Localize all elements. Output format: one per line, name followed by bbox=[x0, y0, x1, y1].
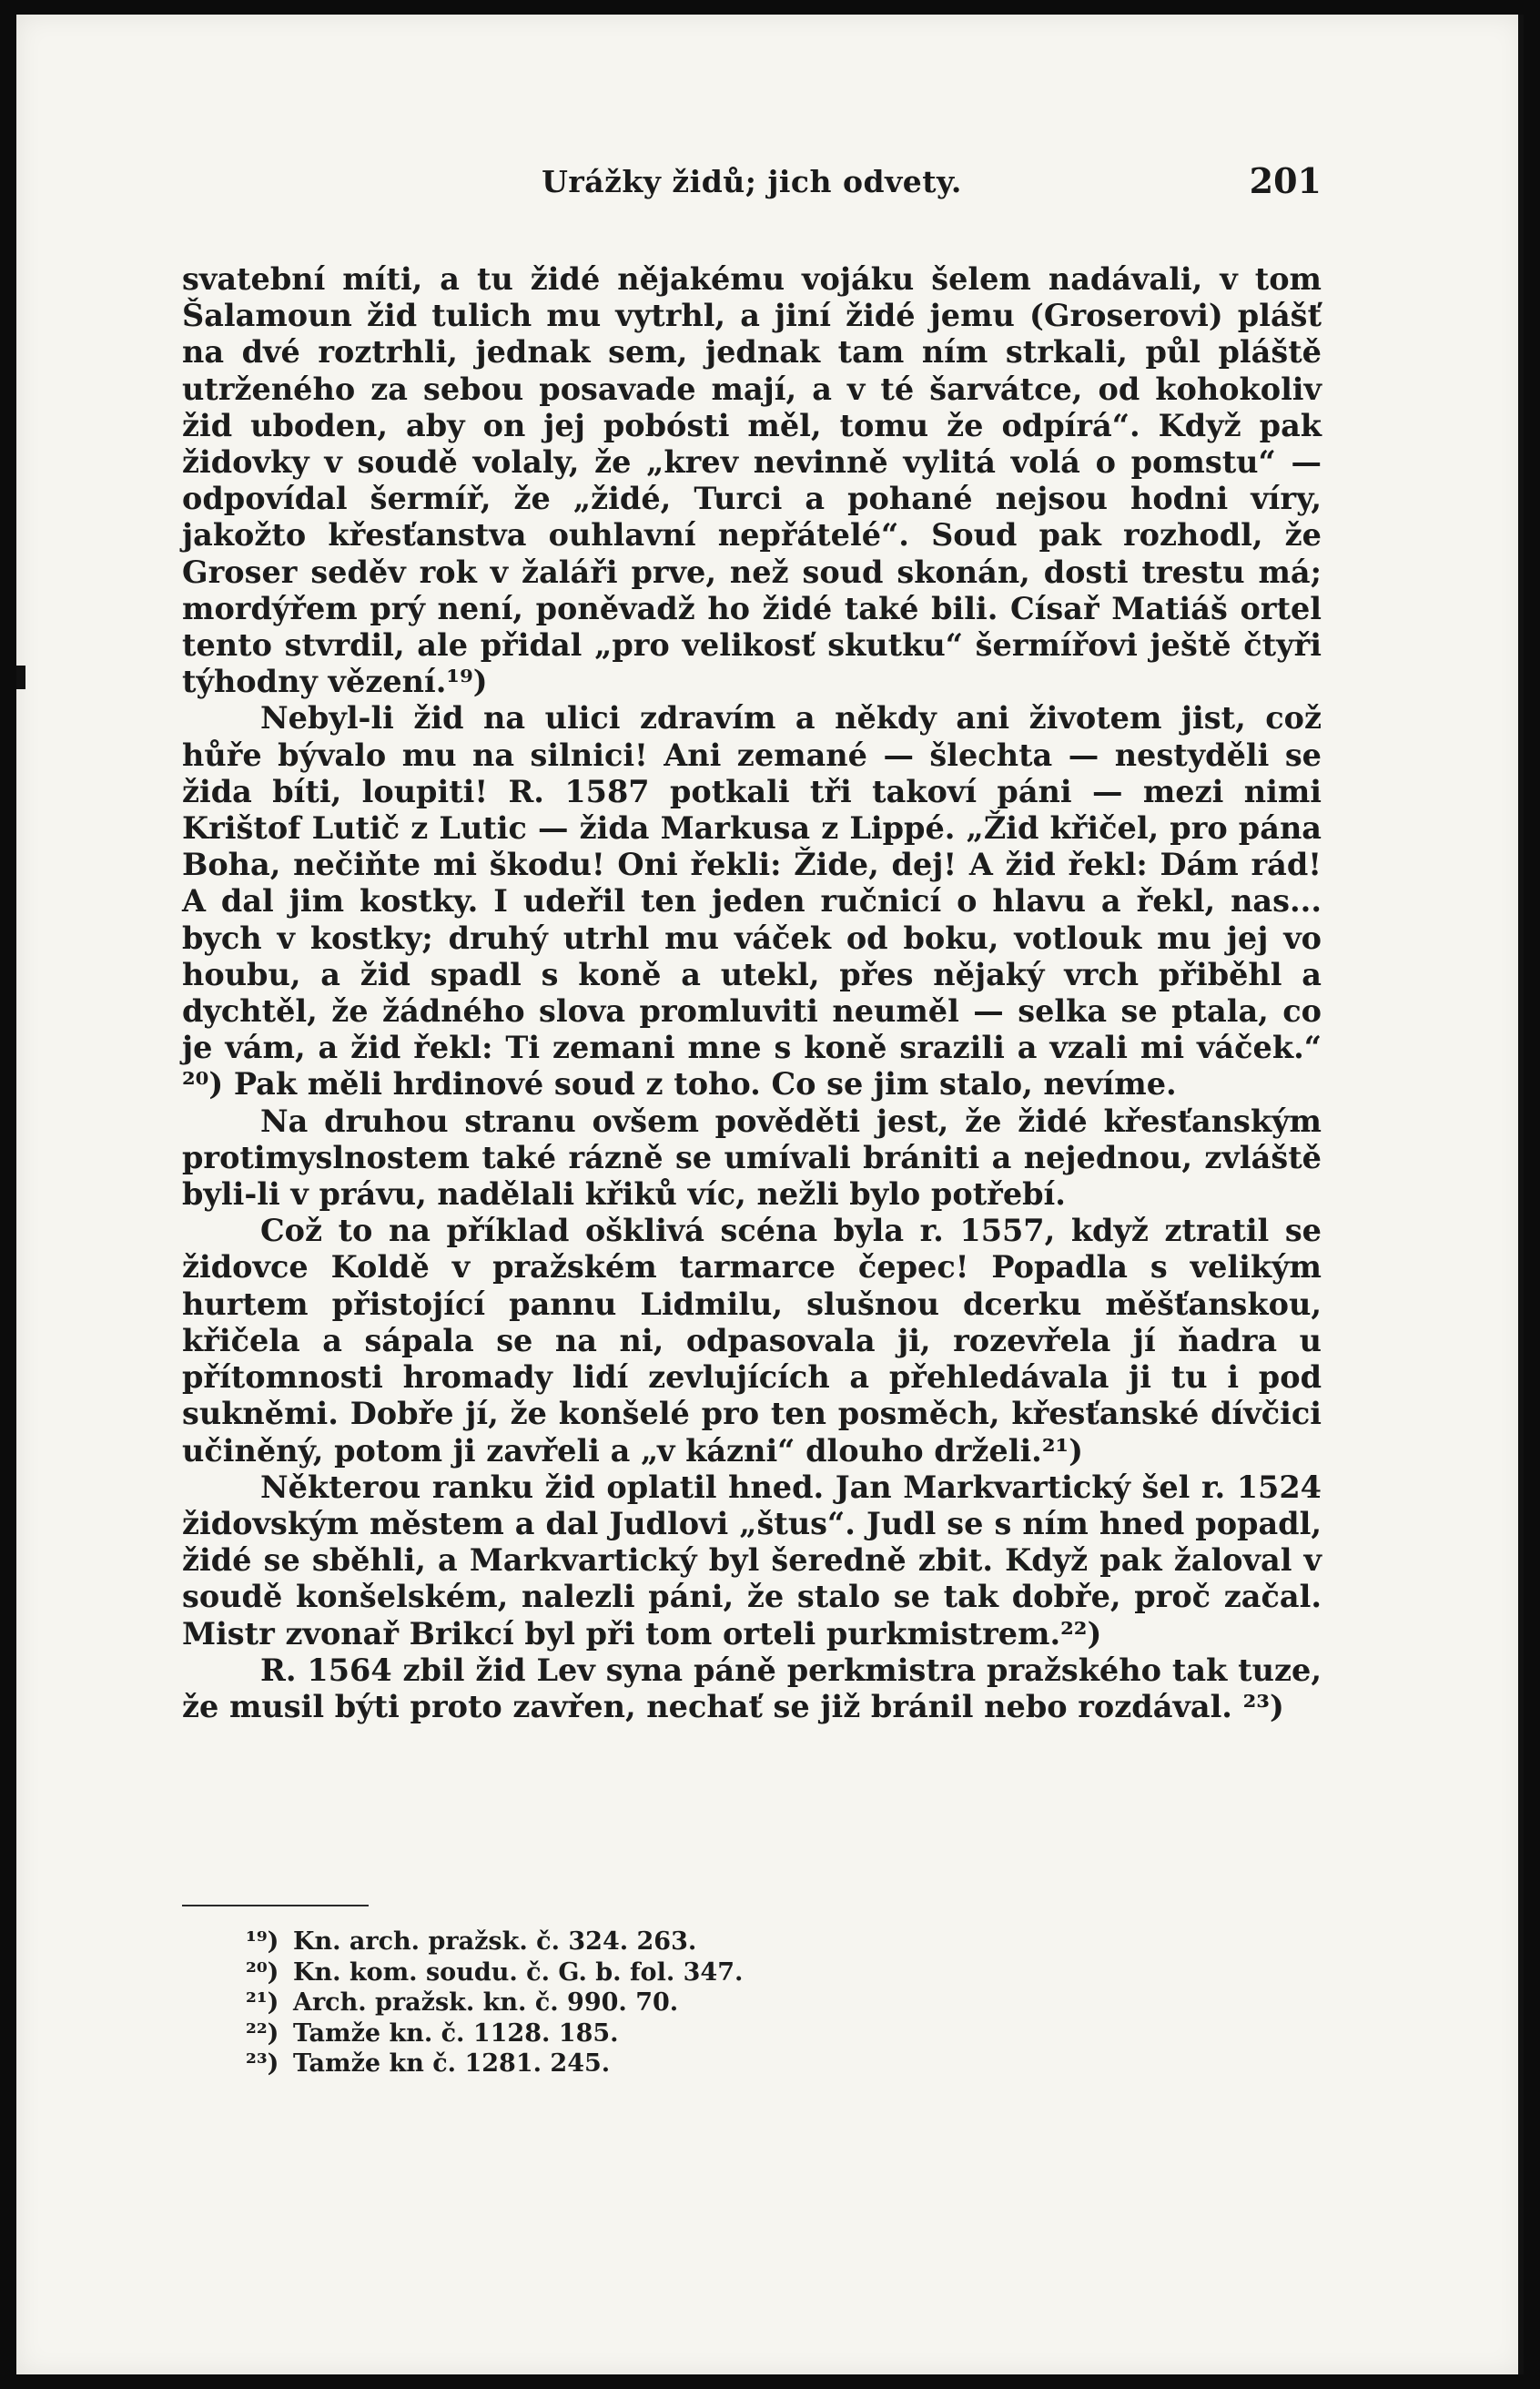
footnote bbox=[246, 1926, 1065, 1957]
footnote-number: ²²) bbox=[246, 2018, 279, 2048]
footnote-number: ²³) bbox=[246, 2049, 279, 2078]
footnotes bbox=[246, 1926, 1065, 2079]
footnote-number: ²⁰) bbox=[246, 1957, 279, 1987]
paragraph: Na druhou stranu ovšem pověděti jest, že židé křesťanským protimyslnostem také rázně se umívali brániti a nejednou, zvláště byli-li v právu, nadělali křiků víc, nežli bylo potřebí. bbox=[182, 1103, 1322, 1213]
paragraph: R. 1564 zbil žid Lev syna páně perkmistra pražského tak tuze, že musil býti proto zavřen, nechať se již bránil nebo rozdával. ²³) bbox=[182, 1652, 1322, 1724]
footnote-text: Kn. kom. soudu. č. G. b. fol. 347. bbox=[293, 1957, 744, 1987]
footnote-divider bbox=[182, 1905, 369, 1906]
footnote-text: Tamže kn č. 1281. 245. bbox=[293, 2049, 611, 2078]
running-head: Urážky židů; jich odvety. bbox=[542, 164, 962, 199]
footnote-number: ¹⁹) bbox=[246, 1927, 279, 1956]
paragraph: Nebyl-li žid na ulici zdravím a někdy ani životem jist, což hůře bývalo mu na silnici! Ani zemané — šlechta — nestyděli se žida bíti, loupiti! R. 1587 potkali tři takoví páni — mezi nimi Krištof Lutič z Lutic — žida Markusa z Lippé. „Žid křičel, pro pána Boha, nečiňte mi škodu! Oni řekli: Žide, dej! A žid řekl: Dám rád! A dal jim kostky. I udeřil ten jeden ručnicí o hlavu a řekl, nas... bych v kostky; druhý utrhl mu váček od boku, votlouk mu jej vo houbu, a žid spadl s koně a utekl, přes nějaký vrch přiběhl a dychtěl, že žádného slova promluviti neuměl — selka se ptala, co je vám, a žid řekl: Ti zemani mne s koně srazili a vzali mi váček.“ ²⁰) Pak měli hrdinové soud z toho. Co se jim stalo, nevíme. bbox=[182, 700, 1322, 1103]
binding-mark bbox=[16, 666, 25, 689]
main-text bbox=[182, 261, 1322, 1725]
footnote bbox=[246, 2048, 1065, 2079]
page-edge-shadow bbox=[1518, 15, 1524, 2374]
footnote-text: Tamže kn. č. 1128. 185. bbox=[293, 2018, 619, 2048]
page-header bbox=[182, 160, 1322, 206]
paragraph: Což to na příklad ošklivá scéna byla r. 1557, když ztratil se židovce Koldě v pražském tarmarce čepec! Popadla s velikým hurtem přistojící pannu Lidmilu, slušnou dcerku měšťanskou, křičela a sápala se na ni, odpasovala ji, rozevřela jí ňadra u přítomnosti hromady lidí zevlujících a přehledávala ji tu i pod sukněmi. Dobře jí, že konšelé pro ten posměch, křesťanské dívčici učiněný, potom ji zavřeli a „v kázni“ dlouho drželi.²¹) bbox=[182, 1213, 1322, 1469]
footnote bbox=[246, 1987, 1065, 2018]
footnote-number: ²¹) bbox=[246, 1988, 279, 2017]
footnote bbox=[246, 1957, 1065, 1988]
page-number: 201 bbox=[1249, 160, 1322, 201]
footnote bbox=[246, 2018, 1065, 2049]
paragraph: svatební míti, a tu židé nějakému vojáku šelem nadávali, v tom Šalamoun žid tulich mu vytrhl, a jiní židé jemu (Groserovi) plášť na dvé roztrhli, jednak sem, jednak tam ním strkali, půl pláště utrženého za sebou posavade mají, a v té šarvátce, od kohokoliv žid uboden, aby on jej pobósti měl, tomu že odpírá“. Když pak židovky v soudě volaly, že „krev nevinně vylitá volá o pomstu“ — odpovídal šermíř, že „židé, Turci a pohané nejsou hodni víry, jakožto křesťanstva ouhlavní nepřátelé“. Soud pak rozhodl, že Groser seděv rok v žaláři prve, než soud skonán, dosti trestu má; mordýřem prý není, poněvadž ho židé také bili. Císař Matiáš ortel tento stvrdil, ale přidal „pro velikosť skutku“ šermířovi ještě čtyři týhodny vězení.¹⁹) bbox=[182, 261, 1322, 700]
footnote-text: Kn. arch. pražsk. č. 324. 263. bbox=[293, 1927, 697, 1956]
footnote-text: Arch. pražsk. kn. č. 990. 70. bbox=[293, 1988, 679, 2017]
paragraph: Některou ranku žid oplatil hned. Jan Markvartický šel r. 1524 židovským městem a dal Judlovi „štus“. Judl se s ním hned popadl, židé se sběhli, a Markvartický byl šeredně zbit. Když pak žaloval v soudě konšelském, nalezli páni, že stalo se tak dobře, proč začal. Mistr zvonař Brikcí byl při tom orteli purkmistrem.²²) bbox=[182, 1469, 1322, 1652]
